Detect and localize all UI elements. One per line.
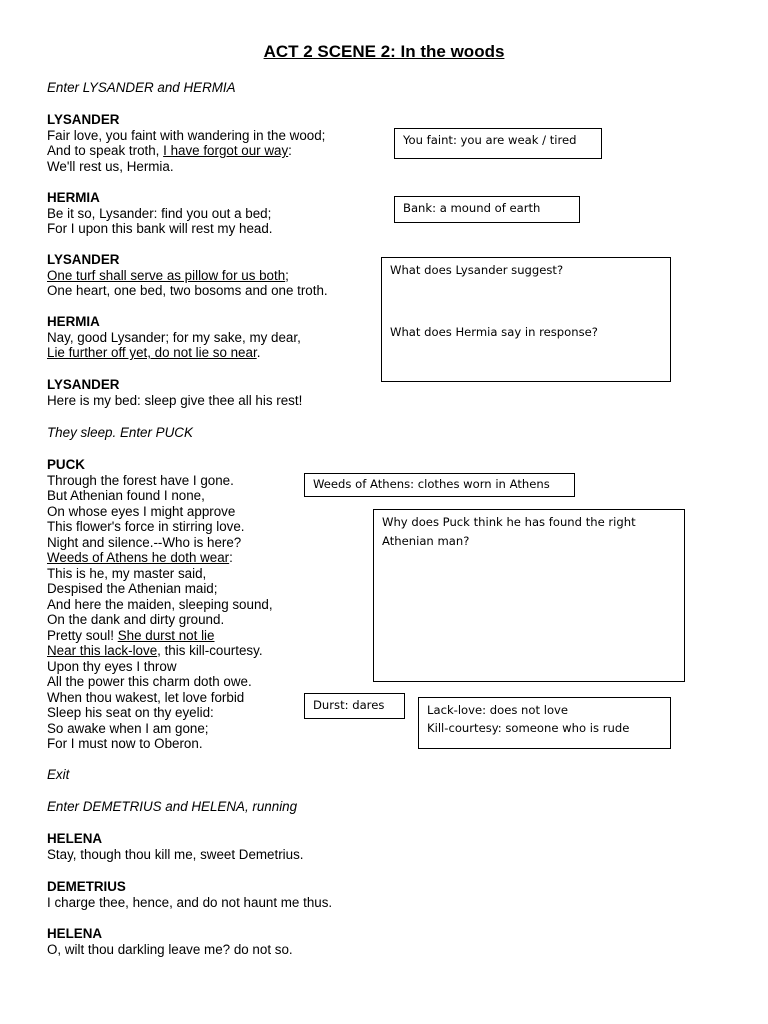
verse-line: Night and silence.--Who is here? [47,534,242,550]
underlined-phrase: Lie further off yet, do not lie so near [47,345,257,360]
page-title: ACT 2 SCENE 2: In the woods [263,42,505,61]
question-box-lysander-hermia [381,257,671,382]
verse-line: All the power this charm doth owe. [47,674,252,689]
speech-helena-1 [47,831,304,862]
line-text: Pretty soul! [47,627,118,643]
underlined-phrase: Near this lack-love [47,643,158,658]
speaker-name: HELENA [47,926,103,941]
speaker-name: PUCK [47,457,85,472]
line-text: : [288,143,292,158]
verse-line: So awake when I am gone; [47,720,209,736]
verse-line: Here is my bed: sleep give thee all his rest! [47,392,303,408]
verse-line: I charge thee, hence, and do not haunt me thus. [47,894,333,910]
verse-line: For I upon this bank will rest my head. [47,221,273,236]
verse-line: For I must now to Oberon. [47,736,203,751]
question-text: What does Lysander suggest? [390,263,564,277]
speech-hermia-1 [47,190,273,237]
speaker-name: DEMETRIUS [47,879,126,894]
line-text: And to speak troth, [47,143,164,158]
verse-line: This is he, my master said, [47,565,207,581]
speech-puck [47,457,273,752]
note-bank [394,196,580,223]
note-text: Bank: a mound of earth [403,201,541,215]
verse-line: We'll rest us, Hermia. [47,158,174,174]
verse-line: And here the maiden, sleeping sound, [47,596,273,612]
verse-line: Despised the Athenian maid; [47,581,218,596]
question-text: What does Hermia say in response? [390,325,598,339]
verse-line: On whose eyes I might approve [47,503,236,519]
note-lack-love-kill-courtesy [418,697,671,749]
speaker-name: LYSANDER [47,377,120,392]
line-text: , this kill-courtesy. [157,643,263,658]
note-text: Kill-courtesy: someone who is rude [427,721,630,735]
underlined-phrase: Weeds of Athens he doth wear [47,550,230,565]
speaker-name: LYSANDER [47,252,120,267]
stage-direction-enter-demetrius-helena: Enter DEMETRIUS and HELENA, running [47,799,298,814]
speech-lysander-2 [47,252,328,299]
question-text: Why does Puck think he has found the right [382,515,636,529]
speech-hermia-2 [47,314,301,361]
verse-line: This flower's force in stirring love. [47,519,245,534]
line-text: ; [285,267,289,283]
note-durst [304,693,405,719]
stage-direction-sleep-enter-puck: They sleep. Enter PUCK [47,425,193,440]
question-text: Athenian man? [382,534,470,548]
underlined-phrase: One turf shall serve as pillow for us both [47,267,286,283]
verse-line: Upon thy eyes I throw [47,658,177,674]
speaker-name: HELENA [47,831,103,846]
underlined-phrase: I have forgot our way [163,143,289,158]
verse-line [47,643,273,659]
note-text: Lack-love: does not love [427,703,569,717]
speaker-name: HERMIA [47,190,100,205]
verse-line: But Athenian found I none, [47,488,205,503]
verse-line: Stay, though thou kill me, sweet Demetrius. [47,846,304,862]
verse-line: O, wilt thou darkling leave me? do not so. [47,941,293,957]
speaker-name: HERMIA [47,314,100,329]
speech-lysander-1 [47,112,325,174]
line-text: : [229,550,233,565]
speech-lysander-3 [47,377,302,408]
verse-line: Fair love, you faint with wandering in the wood; [47,127,326,143]
verse-line: Be it so, Lysander: find you out a bed; [47,205,272,221]
verse-line: One heart, one bed, two bosoms and one troth. [47,283,328,298]
verse-line: On the dank and dirty ground. [47,612,225,627]
verse-line [47,345,301,361]
verse-line: Through the forest have I gone. [47,472,234,488]
line-text: . [256,345,261,360]
verse-line [47,550,273,566]
note-text: Durst: dares [313,698,385,712]
note-text: You faint: you are weak / tired [403,133,577,147]
speaker-name: LYSANDER [47,112,120,127]
verse-line [47,628,273,644]
question-box-puck [373,509,685,682]
underlined-phrase: She durst not lie [117,627,215,643]
stage-direction-exit: Exit [47,767,70,782]
verse-line [47,268,328,284]
verse-line: Sleep his seat on thy eyelid: [47,705,214,720]
speech-helena-2 [47,926,293,957]
note-you-faint [394,128,602,159]
note-text: Weeds of Athens: clothes worn in Athens [313,477,550,491]
note-weeds-of-athens [304,473,575,497]
verse-line: When thou wakest, let love forbid [47,689,245,705]
verse-line [47,143,325,159]
verse-line: Nay, good Lysander; for my sake, my dear, [47,329,301,345]
stage-direction-enter-lysander-hermia: Enter LYSANDER and HERMIA [47,80,236,95]
speech-demetrius-1 [47,879,332,910]
